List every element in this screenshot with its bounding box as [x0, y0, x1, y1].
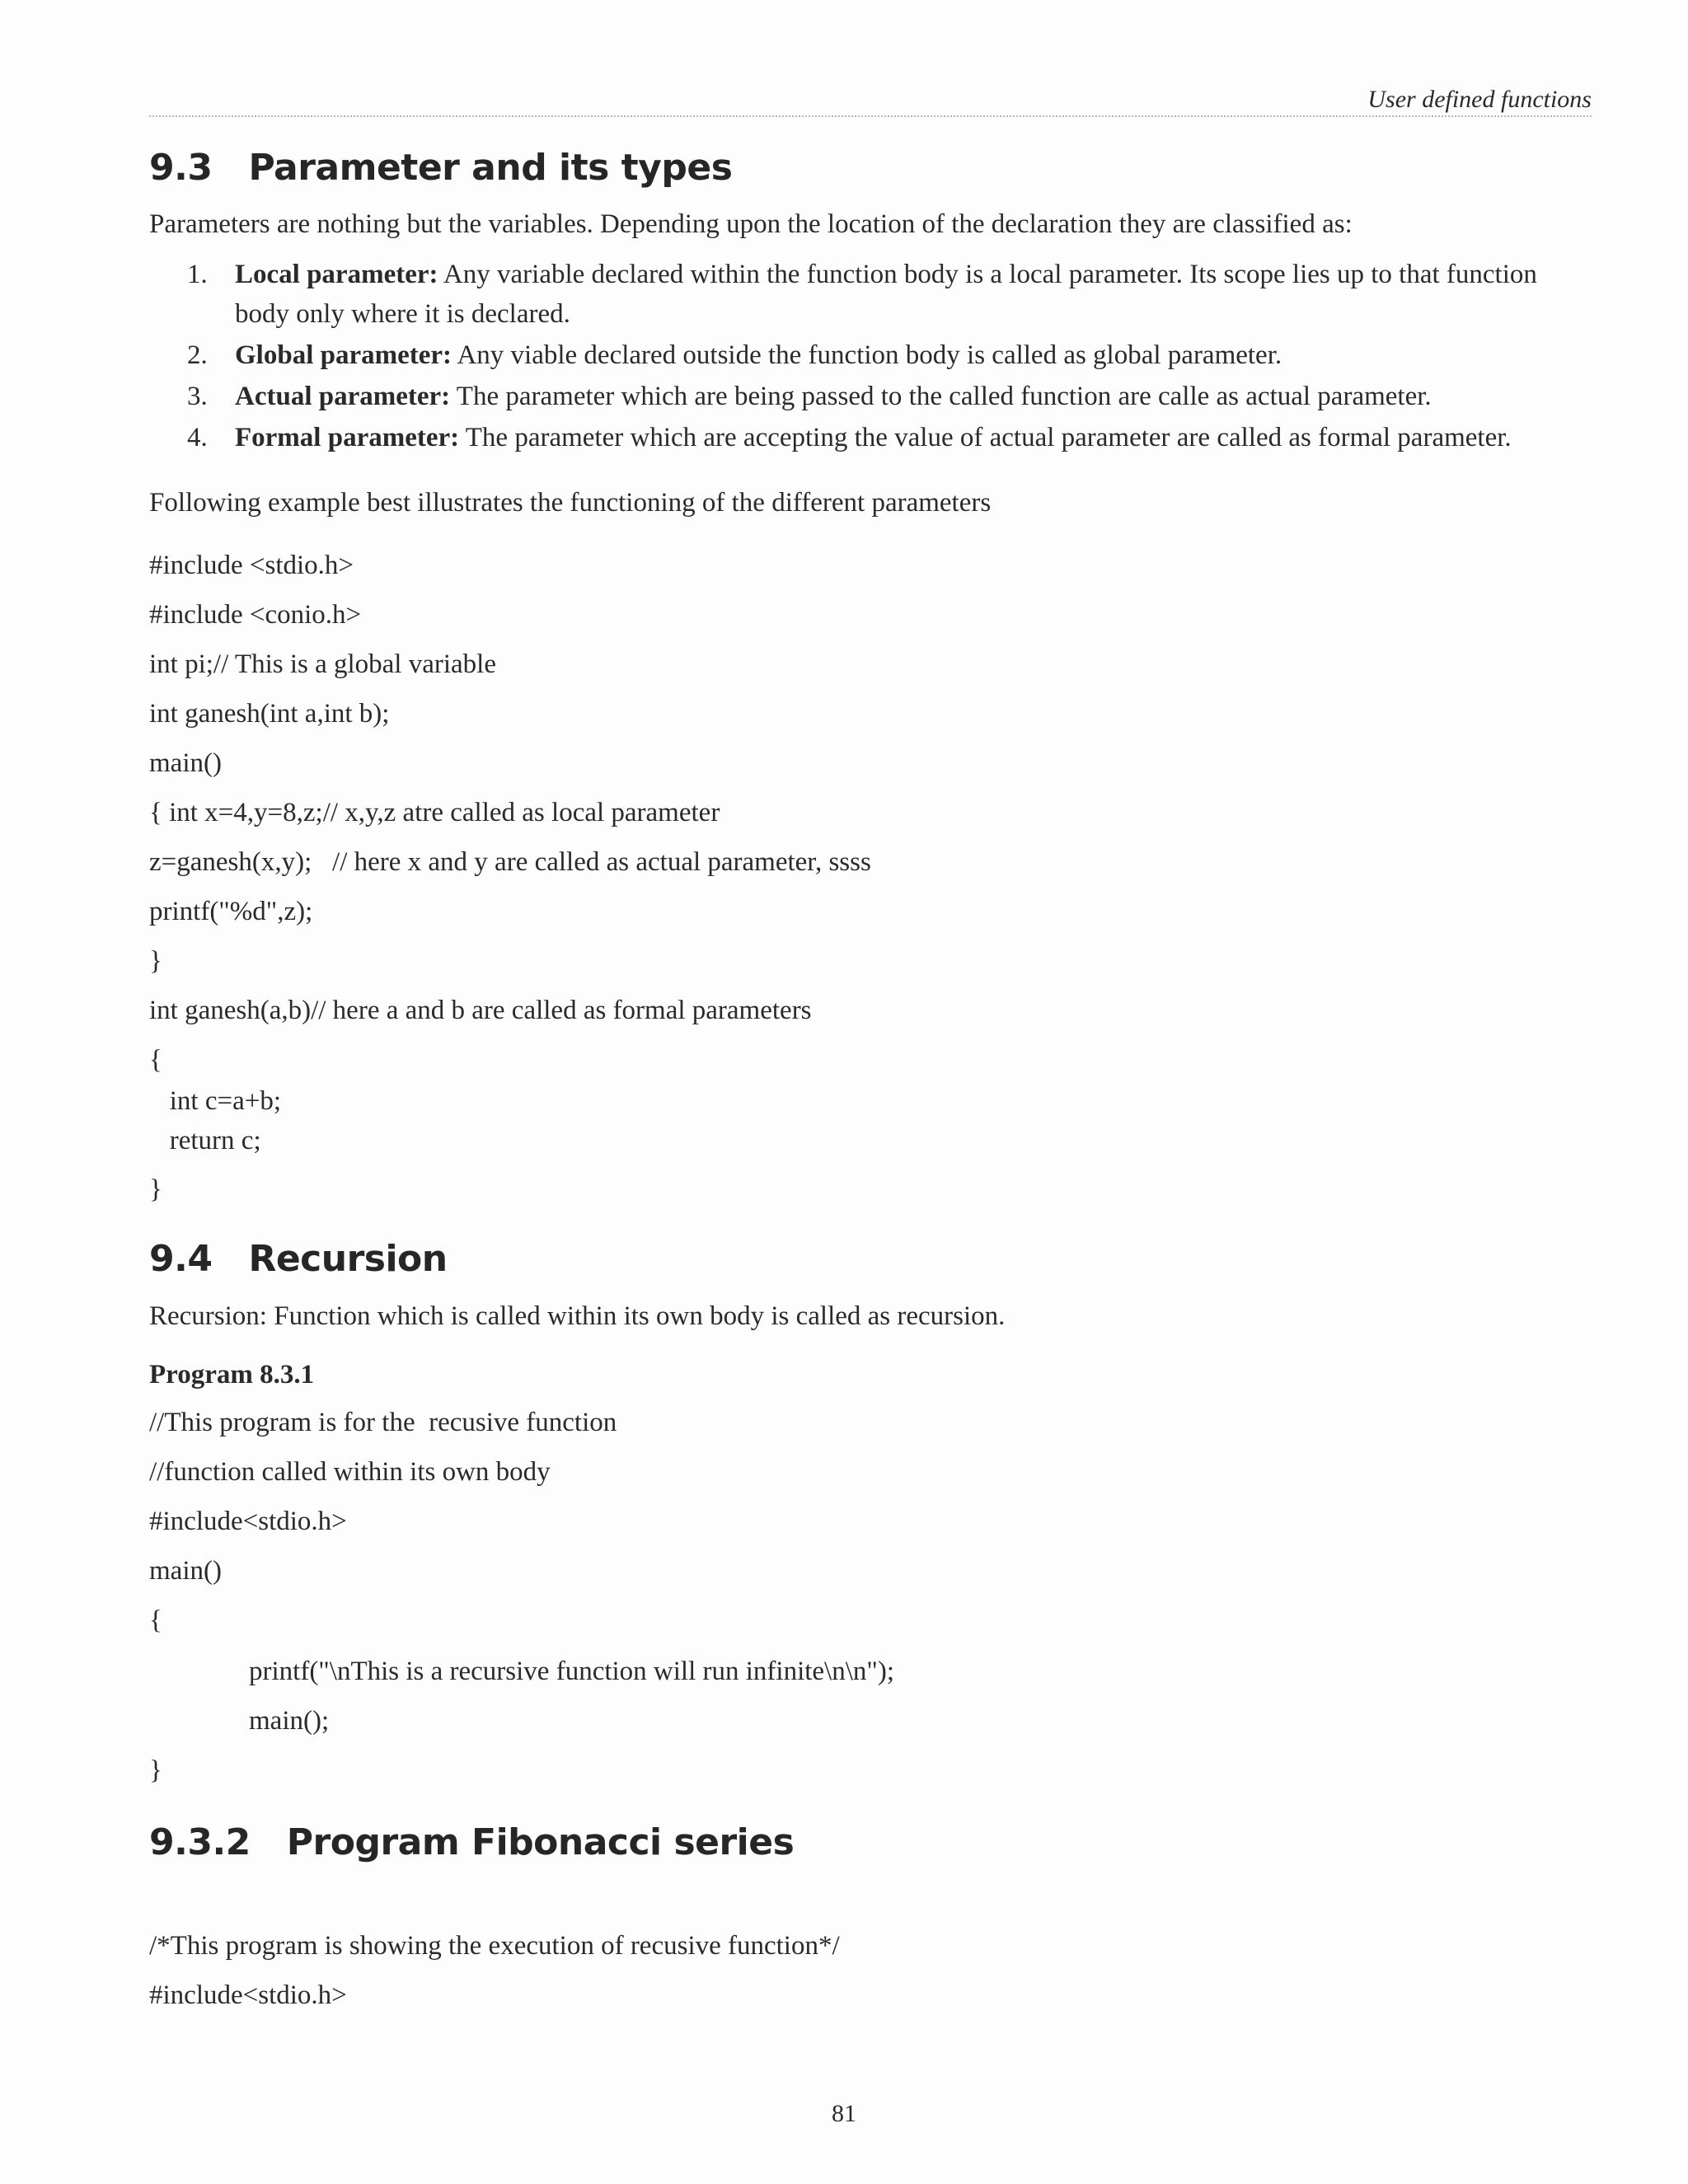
- running-head: User defined functions: [1367, 86, 1592, 113]
- list-item: [149, 377, 1592, 416]
- list-text: The parameter which are accepting the value of actual parameter are called as formal parameter.: [459, 423, 1512, 452]
- code-line: int ganesh(a,b)// here a and b are called as formal parameters: [149, 996, 812, 1025]
- code-line: }: [149, 1174, 162, 1204]
- code-line: {: [149, 1045, 162, 1075]
- example-intro: Following example best illustrates the functioning of the different parameters: [149, 488, 992, 518]
- section-heading-9-3: [149, 147, 732, 189]
- list-item: [149, 335, 1592, 375]
- code-line: #include<stdio.h>: [149, 1980, 347, 2010]
- recursion-intro: Recursion: Function which is called within its own body is called as recursion.: [149, 1301, 1006, 1331]
- parameter-types-list: [149, 255, 1592, 459]
- section-number: 9.3: [149, 147, 213, 189]
- code-line: }: [149, 1755, 162, 1785]
- section-title: Recursion: [248, 1238, 448, 1280]
- code-line: z=ganesh(x,y); // here x and y are called as actual parameter, ssss: [149, 847, 871, 877]
- section-number: 9.3.2: [149, 1821, 251, 1863]
- program-label: Program 8.3.1: [149, 1360, 315, 1390]
- list-term: Local parameter:: [235, 260, 438, 289]
- code-line: printf("%d",z);: [149, 897, 313, 926]
- code-line: main(): [149, 1556, 222, 1586]
- section-number: 9.4: [149, 1238, 213, 1280]
- list-term: Formal parameter:: [235, 423, 460, 452]
- section-title: Parameter and its types: [248, 147, 733, 189]
- code-line: int c=a+b;: [149, 1086, 282, 1116]
- code-line: }: [149, 946, 162, 976]
- list-marker: 4.: [187, 423, 208, 452]
- section-title: Program Fibonacci series: [286, 1821, 795, 1863]
- section-heading-9-4: [149, 1238, 448, 1280]
- list-term: Global parameter:: [235, 340, 452, 370]
- list-text: Any viable declared outside the function body is called as global parameter.: [452, 340, 1282, 370]
- code-line: #include <conio.h>: [149, 600, 362, 630]
- section-heading-9-3-2: [149, 1821, 794, 1863]
- list-item: [149, 255, 1592, 334]
- code-line: printf("\nThis is a recursive function will run infinite\n\n");: [249, 1657, 895, 1686]
- list-marker: 3.: [187, 382, 208, 411]
- code-line: main();: [249, 1706, 330, 1736]
- parameters-intro: Parameters are nothing but the variables. Depending upon the location of the declaration they are classified as:: [149, 209, 1353, 239]
- page-number: 81: [832, 2100, 856, 2127]
- list-term: Actual parameter:: [235, 382, 451, 411]
- code-line: return c;: [149, 1126, 261, 1155]
- code-line: #include <stdio.h>: [149, 551, 354, 580]
- code-line: {: [149, 1605, 162, 1635]
- code-line: main(): [149, 748, 222, 778]
- list-text: Any variable declared within the function body is a local parameter. Its scope lies up to that function body only where it is declared.: [235, 260, 1537, 329]
- code-line: int ganesh(int a,int b);: [149, 699, 390, 729]
- list-marker: 2.: [187, 340, 208, 370]
- list-marker: 1.: [187, 260, 208, 289]
- code-line: //function called within its own body: [149, 1457, 551, 1487]
- code-line: { int x=4,y=8,z;// x,y,z atre called as local parameter: [149, 798, 720, 827]
- code-line: #include<stdio.h>: [149, 1507, 347, 1536]
- list-text: The parameter which are being passed to the called function are calle as actual parameter.: [450, 382, 1432, 411]
- header-rule: [149, 115, 1592, 117]
- code-line: /*This program is showing the execution of recusive function*/: [149, 1931, 840, 1961]
- code-line: int pi;// This is a global variable: [149, 649, 496, 679]
- code-line: //This program is for the recusive function: [149, 1408, 617, 1437]
- list-item: [149, 418, 1592, 457]
